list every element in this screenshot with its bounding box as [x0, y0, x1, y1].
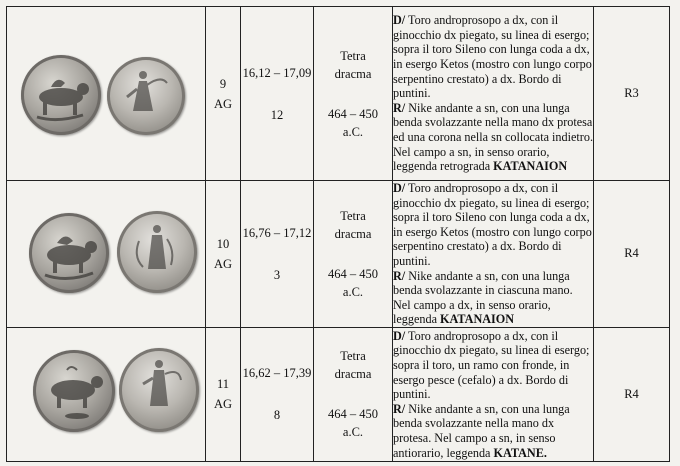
rarity-cell — [594, 327, 670, 461]
denomination-cell — [314, 7, 393, 181]
obverse-text: Toro androprosopo a dx, con il ginocchio dx piegato, su linea di esergo; sopra il toro, un ramo con fronde, in esergo pesce (cefalo) a dx. Bordo di puntini. — [393, 328, 590, 402]
coin-images-cell — [7, 181, 206, 328]
denomination-line1: Tetra — [340, 48, 366, 63]
obverse-prefix: D/ — [393, 13, 406, 28]
date-line1: 464 – 450 — [328, 266, 378, 281]
obverse-text: Toro androprosopo a dx, con il ginocchio dx piegato, su linea di esergo; sopra il toro Sileno con lunga coda a dx, in esergo Ketos (mostro con lungo corpo serpentino crestato) a dx. Bordo di puntini. — [393, 13, 592, 101]
reverse-prefix: R/ — [393, 401, 406, 416]
reverse-description — [393, 101, 593, 174]
denomination-cell — [314, 327, 393, 461]
catalog-number-cell — [206, 181, 241, 328]
rarity: R4 — [624, 246, 639, 261]
description-cell — [393, 7, 594, 181]
date-line1: 464 – 450 — [328, 407, 378, 422]
obverse-description — [393, 181, 593, 269]
coin-images-cell — [7, 327, 206, 461]
table-row — [7, 327, 670, 461]
reverse-prefix: R/ — [393, 100, 406, 115]
catalog-number: 10 — [216, 236, 230, 251]
denomination-cell — [314, 181, 393, 328]
weight-cell — [241, 181, 314, 328]
weight-cell — [241, 327, 314, 461]
bull-coin-obverse-icon — [33, 350, 115, 432]
denomination-line1: Tetra — [340, 208, 366, 223]
metal: AG — [213, 397, 233, 412]
description-cell — [393, 327, 594, 461]
reverse-description — [393, 269, 593, 327]
die-axis: 12 — [270, 107, 284, 122]
reverse-text: Nike andante a sn, con una lunga benda svolazzante in ciascuna mano. Nel campo a dx, in senso orario, leggenda — [393, 268, 573, 327]
coin-legend: KATANE. — [493, 445, 547, 460]
metal: AG — [213, 256, 233, 271]
obverse-description — [393, 329, 593, 402]
catalog-number-cell — [206, 327, 241, 461]
die-axis: 8 — [273, 408, 281, 423]
denomination-line2: dracma — [334, 367, 372, 382]
denomination-line2: dracma — [334, 66, 372, 81]
coin-images-cell — [7, 7, 206, 181]
reverse-prefix: R/ — [393, 268, 406, 283]
catalog-number: 11 — [216, 377, 230, 392]
weight-range: 16,76 – 17,12 — [242, 225, 312, 240]
table-row — [7, 181, 670, 328]
weight-range: 16,12 – 17,09 — [242, 65, 312, 80]
nike-coin-reverse-icon — [117, 211, 197, 293]
coin-legend: KATANAION — [440, 312, 515, 327]
obverse-text: Toro androprosopo a dx, con il ginocchio dx piegato, su linea di esergo; sopra il toro Sileno con lunga coda a dx, in esergo Ketos (mostro con lungo corpo serpentino crestato) a dx. Bordo di puntini. — [393, 181, 592, 268]
description-cell — [393, 181, 594, 328]
date-line2: a.C. — [342, 425, 364, 440]
rarity-cell — [594, 181, 670, 328]
coin-catalog-table — [6, 6, 670, 462]
rarity: R3 — [624, 86, 639, 100]
obverse-prefix: D/ — [393, 181, 406, 195]
rarity: R4 — [624, 386, 639, 401]
rarity-cell — [594, 7, 670, 181]
date-line1: 464 – 450 — [328, 106, 378, 121]
denomination-line2: dracma — [334, 226, 372, 241]
obverse-description — [393, 13, 593, 101]
nike-coin-reverse-icon — [119, 348, 199, 432]
metal: AG — [213, 96, 233, 111]
table-row — [7, 7, 670, 181]
reverse-description — [393, 402, 593, 460]
weight-range: 16,62 – 17,39 — [242, 366, 312, 381]
reverse-text: Nike andante a sn, con una lunga benda svolazzante nella mano dx protesa. Nel campo a sn, in senso antiorario, leggenda — [393, 401, 570, 460]
nike-coin-reverse-icon — [107, 57, 185, 135]
date-line2: a.C. — [342, 124, 364, 139]
bull-coin-obverse-icon — [29, 213, 109, 293]
reverse-text: Nike andante a sn, con una lunga benda svolazzante nella mano dx protesa ed una corona nella sn collocata indietro. Nel campo a sn, in senso orario, leggenda retrograda — [393, 100, 593, 174]
coin-legend: KATANAION — [493, 159, 568, 174]
catalog-number-cell — [206, 7, 241, 181]
bull-coin-obverse-icon — [21, 55, 101, 135]
obverse-prefix: D/ — [393, 328, 406, 343]
die-axis: 3 — [273, 267, 281, 282]
catalog-number: 9 — [219, 76, 227, 91]
denomination-line1: Tetra — [340, 349, 366, 364]
date-line2: a.C. — [342, 284, 364, 299]
weight-cell — [241, 7, 314, 181]
